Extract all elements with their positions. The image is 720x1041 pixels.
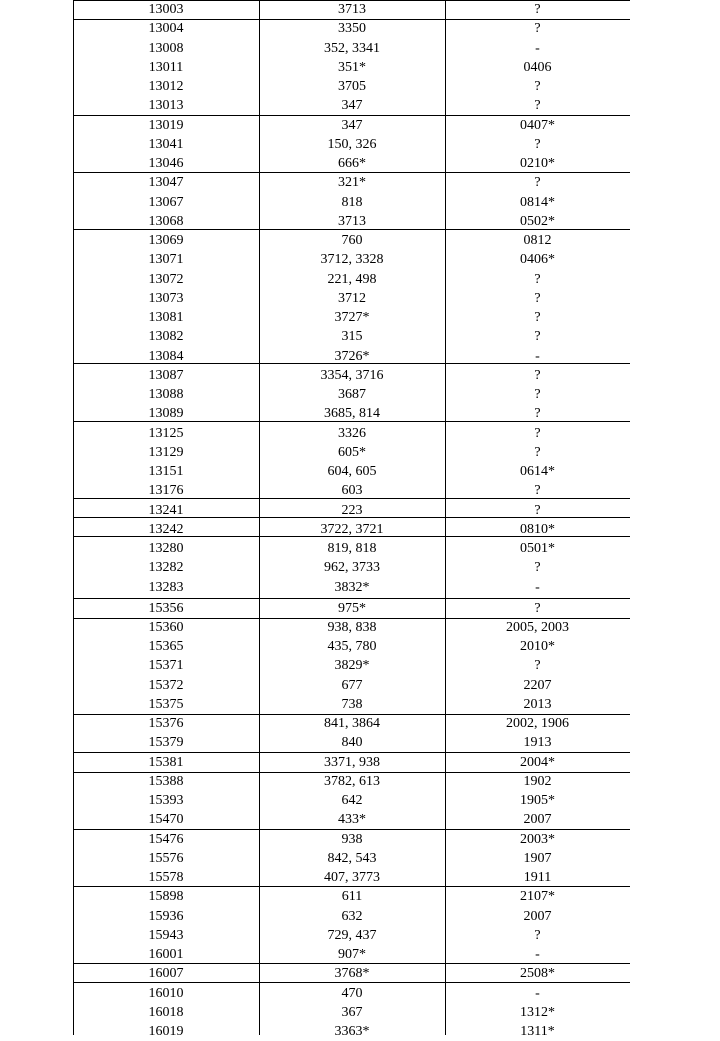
id-cell: 13081 xyxy=(148,310,184,326)
table-row xyxy=(73,695,630,714)
id-cell: 13013 xyxy=(148,98,184,114)
reference-cell: 842, 543 xyxy=(327,850,377,866)
code-cell: 2007 xyxy=(523,908,552,924)
id-cell: 16010 xyxy=(148,985,184,1001)
row-divider xyxy=(73,19,630,20)
code-cell: 2004* xyxy=(520,754,555,770)
table-row xyxy=(73,289,630,308)
row-divider xyxy=(73,517,630,518)
reference-cell: 435, 780 xyxy=(327,639,377,655)
table-row xyxy=(73,810,630,829)
code-cell: 0614* xyxy=(520,464,555,480)
id-cell: 13047 xyxy=(148,175,184,191)
table-row xyxy=(73,714,630,733)
code-cell: 1913 xyxy=(523,735,552,751)
code-cell: 0501* xyxy=(520,541,555,557)
table-row xyxy=(73,849,630,868)
table-row xyxy=(73,926,630,945)
reference-cell: 3713 xyxy=(338,2,366,18)
table-row xyxy=(73,887,630,906)
table-row xyxy=(73,868,630,887)
reference-cell: 611 xyxy=(341,889,363,905)
table-row xyxy=(73,231,630,250)
row-divider xyxy=(73,172,630,173)
data-table xyxy=(73,0,630,1040)
id-cell: 13125 xyxy=(148,425,184,441)
code-cell: ? xyxy=(534,136,541,152)
reference-cell: 3829* xyxy=(334,658,370,674)
code-cell: 2107* xyxy=(520,889,555,905)
code-cell: 0810* xyxy=(520,521,555,537)
id-cell: 16018 xyxy=(148,1004,184,1020)
id-cell: 13012 xyxy=(148,79,184,95)
reference-cell: 223 xyxy=(341,502,363,518)
id-cell: 15365 xyxy=(148,639,184,655)
code-cell: 2207 xyxy=(523,677,552,693)
id-cell: 13282 xyxy=(148,560,184,576)
code-cell: ? xyxy=(534,502,541,518)
reference-cell: 221, 498 xyxy=(327,271,377,287)
code-cell: ? xyxy=(534,483,541,499)
code-cell: ? xyxy=(534,98,541,114)
code-cell: 1902 xyxy=(523,773,552,789)
table-row xyxy=(73,984,630,1003)
id-cell: 13283 xyxy=(148,579,184,595)
row-divider xyxy=(73,421,630,422)
code-cell: ? xyxy=(534,658,541,674)
id-cell: 13072 xyxy=(148,271,184,287)
column-divider xyxy=(445,0,446,1035)
reference-cell: 760 xyxy=(341,233,363,249)
id-cell: 15372 xyxy=(148,677,184,693)
code-cell: 2005, 2003 xyxy=(506,619,569,635)
id-cell: 13011 xyxy=(148,59,184,75)
code-cell: 2003* xyxy=(520,831,555,847)
reference-cell: 841, 3864 xyxy=(324,716,380,732)
id-cell: 13151 xyxy=(148,464,184,480)
id-cell: 13004 xyxy=(148,21,184,37)
reference-cell: 367 xyxy=(341,1004,363,1020)
id-cell: 13019 xyxy=(148,117,184,133)
table-row xyxy=(73,173,630,192)
reference-cell: 3705 xyxy=(338,79,366,95)
table-row xyxy=(73,656,630,675)
table-row xyxy=(73,772,630,791)
row-divider xyxy=(73,886,630,887)
id-cell: 16019 xyxy=(148,1024,184,1040)
id-cell: 15476 xyxy=(148,831,184,847)
reference-cell: 3832* xyxy=(334,579,370,595)
reference-cell: 938 xyxy=(341,831,363,847)
code-cell: 2002, 1906 xyxy=(506,716,569,732)
id-cell: 13176 xyxy=(148,483,184,499)
reference-cell: 351* xyxy=(338,59,366,75)
row-divider xyxy=(73,115,630,116)
table-row xyxy=(73,578,630,597)
id-cell: 13067 xyxy=(148,194,184,210)
reference-cell: 907* xyxy=(338,947,366,963)
code-cell: ? xyxy=(534,271,541,287)
id-cell: 13082 xyxy=(148,329,184,345)
row-divider xyxy=(73,229,630,230)
reference-cell: 604, 605 xyxy=(327,464,377,480)
id-cell: 15470 xyxy=(148,812,184,828)
id-cell: 15376 xyxy=(148,716,184,732)
id-cell: 16001 xyxy=(148,947,184,963)
table-row xyxy=(73,558,630,577)
reference-cell: 3727* xyxy=(334,310,370,326)
id-cell: 15379 xyxy=(148,735,184,751)
code-cell: 1312* xyxy=(520,1004,555,1020)
code-cell: 0814* xyxy=(520,194,555,210)
column-divider xyxy=(73,0,74,1035)
table-row xyxy=(73,135,630,154)
code-cell: ? xyxy=(534,329,541,345)
row-divider xyxy=(73,498,630,499)
id-cell: 13241 xyxy=(148,502,184,518)
code-cell: 2508* xyxy=(520,966,555,982)
table-row xyxy=(73,618,630,637)
id-cell: 16007 xyxy=(148,966,184,982)
reference-cell: 3768* xyxy=(334,966,370,982)
code-cell: ? xyxy=(534,290,541,306)
code-cell: ? xyxy=(534,406,541,422)
id-cell: 15381 xyxy=(148,754,184,770)
reference-cell: 347 xyxy=(341,117,363,133)
reference-cell: 677 xyxy=(341,677,363,693)
code-cell: 0406 xyxy=(523,59,552,75)
code-cell: 2010* xyxy=(520,639,555,655)
table-row xyxy=(73,327,630,346)
reference-cell: 3726* xyxy=(334,348,370,364)
code-cell: ? xyxy=(534,2,541,18)
row-divider xyxy=(73,536,630,537)
reference-cell: 3722, 3721 xyxy=(320,521,384,537)
column-divider xyxy=(259,0,260,1035)
reference-cell: 3782, 613 xyxy=(324,773,380,789)
code-cell: 2013 xyxy=(523,696,552,712)
id-cell: 13008 xyxy=(148,40,184,56)
table-row xyxy=(73,1022,630,1041)
row-divider xyxy=(73,752,630,753)
row-divider xyxy=(73,829,630,830)
table-row xyxy=(73,96,630,115)
code-cell: ? xyxy=(534,21,541,37)
table-row xyxy=(73,0,630,19)
reference-cell: 3712 xyxy=(338,290,366,306)
reference-cell: 3363* xyxy=(334,1024,370,1040)
reference-cell: 470 xyxy=(341,985,363,1001)
code-cell: 0502* xyxy=(520,213,555,229)
code-cell: - xyxy=(535,579,540,595)
id-cell: 13068 xyxy=(148,213,184,229)
id-cell: 13087 xyxy=(148,367,184,383)
table-row xyxy=(73,154,630,173)
code-cell: - xyxy=(535,40,540,56)
id-cell: 13088 xyxy=(148,387,184,403)
reference-cell: 729, 437 xyxy=(327,927,377,943)
code-cell: ? xyxy=(534,600,541,616)
table-row xyxy=(73,539,630,558)
reference-cell: 433* xyxy=(338,812,366,828)
code-cell: 0210* xyxy=(520,156,555,172)
row-divider xyxy=(73,963,630,964)
id-cell: 13046 xyxy=(148,156,184,172)
row-divider xyxy=(73,363,630,364)
code-cell: ? xyxy=(534,425,541,441)
row-divider xyxy=(73,982,630,983)
reference-cell: 321* xyxy=(338,175,366,191)
reference-cell: 818 xyxy=(341,194,363,210)
table-row xyxy=(73,443,630,462)
code-cell: 1905* xyxy=(520,793,555,809)
code-cell: - xyxy=(535,348,540,364)
code-cell: ? xyxy=(534,387,541,403)
reference-cell: 3685, 814 xyxy=(324,406,380,422)
reference-cell: 938, 838 xyxy=(327,619,377,635)
id-cell: 15360 xyxy=(148,619,184,635)
table-row xyxy=(73,676,630,695)
table-row xyxy=(73,308,630,327)
id-cell: 13069 xyxy=(148,233,184,249)
id-cell: 15393 xyxy=(148,793,184,809)
reference-cell: 632 xyxy=(341,908,363,924)
code-cell: 2007 xyxy=(523,812,552,828)
id-cell: 13084 xyxy=(148,348,184,364)
id-cell: 13129 xyxy=(148,444,184,460)
table-row xyxy=(73,462,630,481)
reference-cell: 962, 3733 xyxy=(324,560,380,576)
reference-cell: 3687 xyxy=(338,387,366,403)
reference-cell: 347 xyxy=(341,98,363,114)
row-divider xyxy=(73,0,630,1)
row-divider xyxy=(73,598,630,599)
reference-cell: 605* xyxy=(338,444,366,460)
reference-cell: 352, 3341 xyxy=(324,40,380,56)
reference-cell: 642 xyxy=(341,793,363,809)
code-cell: 0406* xyxy=(520,252,555,268)
table-row xyxy=(73,599,630,618)
table-row xyxy=(73,366,630,385)
table-row xyxy=(73,964,630,983)
table-row xyxy=(73,19,630,38)
table-row xyxy=(73,116,630,135)
table-row xyxy=(73,733,630,752)
code-cell: 1907 xyxy=(523,850,552,866)
reference-cell: 819, 818 xyxy=(327,541,377,557)
code-cell: ? xyxy=(534,175,541,191)
id-cell: 13071 xyxy=(148,252,184,268)
table-row xyxy=(73,424,630,443)
reference-cell: 738 xyxy=(341,696,363,712)
reference-cell: 3350 xyxy=(338,21,366,37)
reference-cell: 407, 3773 xyxy=(324,870,380,886)
row-divider xyxy=(73,714,630,715)
reference-cell: 975* xyxy=(338,600,366,616)
id-cell: 15388 xyxy=(148,773,184,789)
table-row xyxy=(73,58,630,77)
id-cell: 13073 xyxy=(148,290,184,306)
code-cell: - xyxy=(535,947,540,963)
id-cell: 15576 xyxy=(148,850,184,866)
table-row xyxy=(73,193,630,212)
reference-cell: 666* xyxy=(338,156,366,172)
code-cell: ? xyxy=(534,79,541,95)
table-row xyxy=(73,830,630,849)
id-cell: 13089 xyxy=(148,406,184,422)
reference-cell: 840 xyxy=(341,735,363,751)
table-row xyxy=(73,77,630,96)
row-divider xyxy=(73,618,630,619)
reference-cell: 315 xyxy=(341,329,363,345)
table-row xyxy=(73,385,630,404)
reference-cell: 603 xyxy=(341,483,363,499)
reference-cell: 3326 xyxy=(338,425,366,441)
code-cell: ? xyxy=(534,444,541,460)
table-row xyxy=(73,1003,630,1022)
reference-cell: 3712, 3328 xyxy=(320,252,384,268)
id-cell: 15943 xyxy=(148,927,184,943)
code-cell: ? xyxy=(534,310,541,326)
table-row xyxy=(73,753,630,772)
code-cell: 0407* xyxy=(520,117,555,133)
table-row xyxy=(73,250,630,269)
code-cell: ? xyxy=(534,560,541,576)
id-cell: 15936 xyxy=(148,908,184,924)
code-cell: ? xyxy=(534,927,541,943)
code-cell: ? xyxy=(534,367,541,383)
code-cell: 1911 xyxy=(523,870,552,886)
id-cell: 15898 xyxy=(148,889,184,905)
table-row xyxy=(73,637,630,656)
reference-cell: 3371, 938 xyxy=(324,754,380,770)
id-cell: 15578 xyxy=(148,870,184,886)
table-row xyxy=(73,907,630,926)
table-row xyxy=(73,791,630,810)
reference-cell: 3713 xyxy=(338,213,366,229)
id-cell: 13280 xyxy=(148,541,184,557)
code-cell: 0812 xyxy=(523,233,552,249)
id-cell: 13041 xyxy=(148,136,184,152)
id-cell: 15371 xyxy=(148,658,184,674)
id-cell: 15356 xyxy=(148,600,184,616)
id-cell: 13003 xyxy=(148,2,184,18)
reference-cell: 3354, 3716 xyxy=(320,367,384,383)
table-row xyxy=(73,270,630,289)
id-cell: 15375 xyxy=(148,696,184,712)
row-divider xyxy=(73,772,630,773)
code-cell: - xyxy=(535,985,540,1001)
table-row xyxy=(73,39,630,58)
reference-cell: 150, 326 xyxy=(327,136,377,152)
id-cell: 13242 xyxy=(148,521,184,537)
code-cell: 1311* xyxy=(520,1024,555,1040)
table-row xyxy=(73,945,630,964)
